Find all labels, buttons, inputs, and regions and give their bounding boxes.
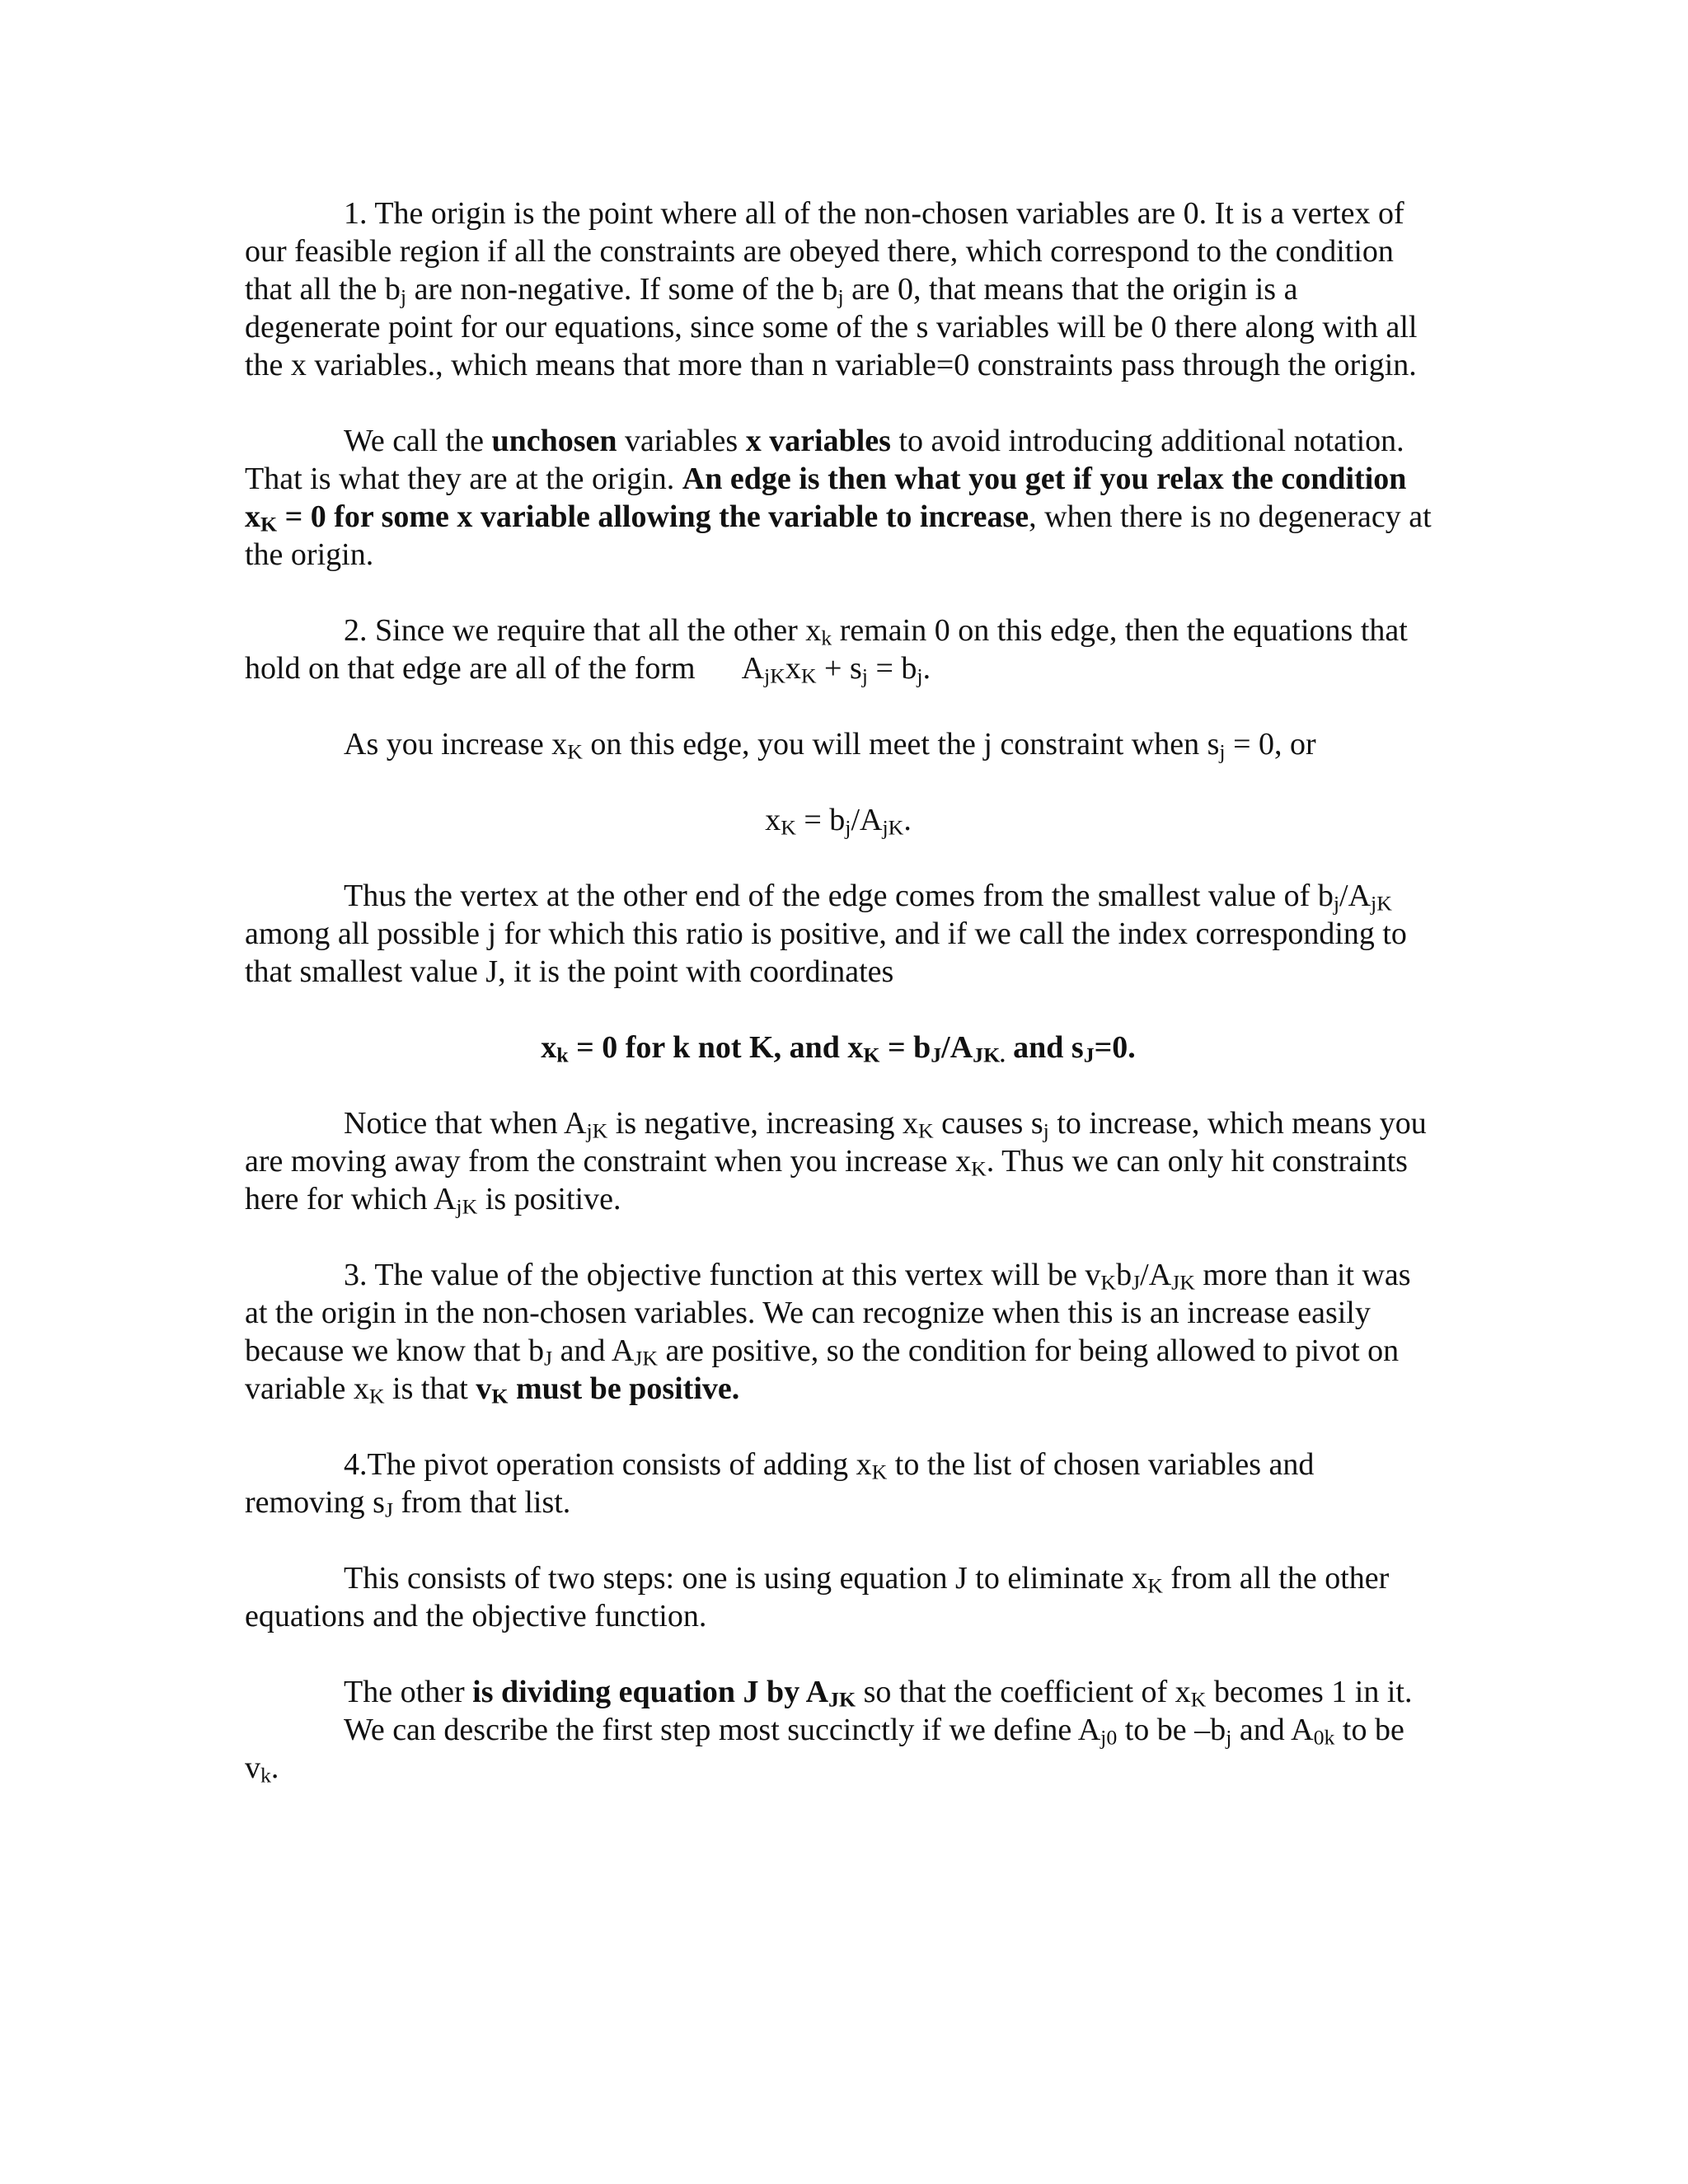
text: x bbox=[785, 651, 801, 686]
text: v bbox=[476, 1371, 492, 1406]
paragraph-define-a bbox=[245, 1711, 1432, 1787]
text: = 0 for k not K, and x bbox=[568, 1030, 864, 1065]
text: more than it was at the origin in the non-chosen variables. We can recognize when this is an increase easily because we know that b bbox=[245, 1258, 1411, 1368]
text: , when there is no degeneracy at the origin. bbox=[245, 499, 1432, 572]
bold-text: x variables bbox=[745, 424, 891, 458]
subscript: j bbox=[400, 284, 407, 309]
text: /A bbox=[1140, 1258, 1172, 1292]
text: A bbox=[741, 651, 765, 686]
text: = b bbox=[867, 651, 917, 686]
text: = b bbox=[879, 1030, 931, 1065]
text: from that list. bbox=[393, 1485, 571, 1520]
subscript: jK bbox=[882, 815, 904, 840]
subscript: jK bbox=[1371, 891, 1392, 916]
text: remain 0 on this edge, then the equations that hold on that edge are all of the form bbox=[245, 613, 1408, 686]
subscript: K bbox=[1147, 1573, 1163, 1598]
subscript: j bbox=[1333, 891, 1340, 916]
text: As you increase x bbox=[344, 727, 568, 762]
text: are 0, that means that the origin is a degenerate point for our equations, since some of the s variables will be 0 there along with all the x variables., which means that more than n variable=0 constraints pass through the origin. bbox=[245, 272, 1418, 382]
subscript: k bbox=[821, 626, 832, 650]
text: /A bbox=[851, 803, 883, 837]
paragraph-vertex-other-end bbox=[245, 877, 1432, 991]
text: We call the bbox=[344, 424, 492, 458]
text: variables bbox=[617, 424, 746, 458]
paragraph-unchosen-variables bbox=[245, 422, 1432, 574]
bold-equation bbox=[541, 1030, 1136, 1065]
subscript: K bbox=[1190, 1687, 1207, 1712]
subscript: j bbox=[845, 815, 851, 840]
text: are non-negative. If some of the b bbox=[406, 272, 838, 307]
text: . bbox=[922, 651, 931, 686]
text: to the list of chosen variables and removing s bbox=[245, 1447, 1315, 1520]
text: b bbox=[1116, 1258, 1132, 1292]
subscript: K bbox=[871, 1460, 888, 1484]
subscript: K bbox=[368, 1384, 385, 1408]
subscript: J bbox=[931, 1043, 942, 1067]
subscript: j0 bbox=[1100, 1725, 1118, 1750]
text: An edge is then what you get if you relax the condition x bbox=[245, 462, 1407, 534]
subscript: j bbox=[917, 663, 923, 688]
text: to avoid introducing additional notation. That is what they are at the origin. bbox=[245, 424, 1404, 496]
subscript: K bbox=[800, 663, 817, 688]
text: /A bbox=[1339, 879, 1372, 913]
text: to be v bbox=[245, 1713, 1404, 1785]
subscript: jK bbox=[456, 1194, 478, 1219]
text: = 0, or bbox=[1225, 727, 1316, 762]
text: causes s bbox=[933, 1106, 1043, 1141]
subscript: J bbox=[1132, 1270, 1141, 1295]
text: = b bbox=[795, 803, 846, 837]
subscript: JK bbox=[1171, 1270, 1195, 1295]
paragraph-objective-value bbox=[245, 1256, 1432, 1408]
bold-text bbox=[472, 1675, 856, 1712]
subscript: j bbox=[1219, 739, 1226, 764]
subscript: K bbox=[1100, 1270, 1117, 1295]
paragraph-dividing-equation bbox=[245, 1673, 1432, 1711]
subscript: JK bbox=[828, 1687, 856, 1712]
equation-xk-ratio bbox=[245, 801, 1432, 839]
text: must be positive. bbox=[508, 1371, 740, 1406]
text: = 0 for some x variable allowing the variable to increase bbox=[277, 499, 1029, 534]
text: . bbox=[270, 1750, 279, 1785]
text: x bbox=[765, 803, 781, 837]
subscript: K bbox=[863, 1043, 880, 1067]
text: so that the coefficient of x bbox=[856, 1675, 1191, 1709]
paragraph-two-steps bbox=[245, 1559, 1432, 1635]
text: becomes 1 in it. bbox=[1206, 1675, 1413, 1709]
subscript: K bbox=[567, 739, 583, 764]
subscript: k bbox=[260, 1763, 271, 1788]
paragraph-edge-equations bbox=[245, 612, 1432, 687]
paragraph-increase-xk bbox=[245, 725, 1432, 763]
text: to increase, which means you are moving away from the constraint when you increase x bbox=[245, 1106, 1427, 1179]
bold-text: unchosen bbox=[491, 424, 617, 458]
paragraph-origin bbox=[245, 194, 1432, 384]
subscript: JK. bbox=[973, 1043, 1006, 1067]
subscript: j bbox=[837, 284, 844, 309]
subscript: JK bbox=[634, 1346, 658, 1371]
text: 1. The origin is the point where all of the non-chosen variables are 0. It is a vertex of our feasible region if all the constraints are obeyed there, which correspond to the condition that all the b bbox=[245, 196, 1404, 307]
subscript: K bbox=[491, 1384, 509, 1408]
subscript: J bbox=[544, 1346, 553, 1371]
text: The other bbox=[344, 1675, 473, 1709]
text: is positive. bbox=[477, 1182, 621, 1216]
text: Notice that when A bbox=[344, 1106, 587, 1141]
subscript: jK bbox=[586, 1118, 608, 1143]
document-page bbox=[245, 194, 1432, 1825]
text: . bbox=[903, 803, 912, 837]
text: from all the other equations and the objective function. bbox=[245, 1561, 1390, 1633]
text: are positive, so the condition for being allowed to pivot on variable x bbox=[245, 1333, 1400, 1406]
text: + s bbox=[816, 651, 862, 686]
subscript: k bbox=[556, 1043, 569, 1067]
text: and A bbox=[552, 1333, 635, 1368]
subscript: K bbox=[260, 512, 278, 537]
text: 3. The value of the objective function at this vertex will be v bbox=[344, 1258, 1101, 1292]
subscript: K bbox=[781, 815, 796, 840]
text: Thus the vertex at the other end of the edge comes from the smallest value of b bbox=[344, 879, 1334, 913]
text: . Thus we can only hit constraints here for which A bbox=[245, 1144, 1408, 1216]
paragraph-negative-ajk bbox=[245, 1104, 1432, 1218]
subscript: K bbox=[971, 1156, 987, 1181]
text: among all possible j for which this ratio is positive, and if we call the index corresponding to that smallest value J, it is the point with coordinates bbox=[245, 916, 1407, 989]
text: to be –b bbox=[1117, 1713, 1226, 1747]
text: /A bbox=[941, 1030, 973, 1065]
text: and A bbox=[1231, 1713, 1314, 1747]
subscript: j bbox=[1043, 1118, 1049, 1143]
subscript: K bbox=[918, 1118, 934, 1143]
text: 4.The pivot operation consists of adding x bbox=[344, 1447, 872, 1482]
subscript: jK bbox=[764, 663, 785, 688]
text: on this edge, you will meet the j constraint when s bbox=[582, 727, 1220, 762]
subscript: 0k bbox=[1313, 1725, 1335, 1750]
subscript: j bbox=[861, 663, 868, 688]
subscript: j bbox=[1226, 1725, 1232, 1750]
text: =0. bbox=[1094, 1030, 1136, 1065]
subscript: J bbox=[384, 1497, 393, 1522]
text: and s bbox=[1005, 1030, 1084, 1065]
equation-vertex-coordinates bbox=[245, 1029, 1432, 1066]
text: x bbox=[541, 1030, 557, 1065]
text: This consists of two steps: one is using equation J to eliminate x bbox=[344, 1561, 1148, 1596]
paragraph-pivot-operation bbox=[245, 1446, 1432, 1521]
text: We can describe the first step most succinctly if we define A bbox=[344, 1713, 1101, 1747]
text: is negative, increasing x bbox=[607, 1106, 918, 1141]
text: is that bbox=[384, 1371, 476, 1406]
subscript: J bbox=[1083, 1043, 1095, 1067]
bold-text bbox=[476, 1371, 739, 1406]
text: 2. Since we require that all the other x bbox=[344, 613, 822, 648]
text: is dividing equation J by A bbox=[472, 1675, 829, 1709]
